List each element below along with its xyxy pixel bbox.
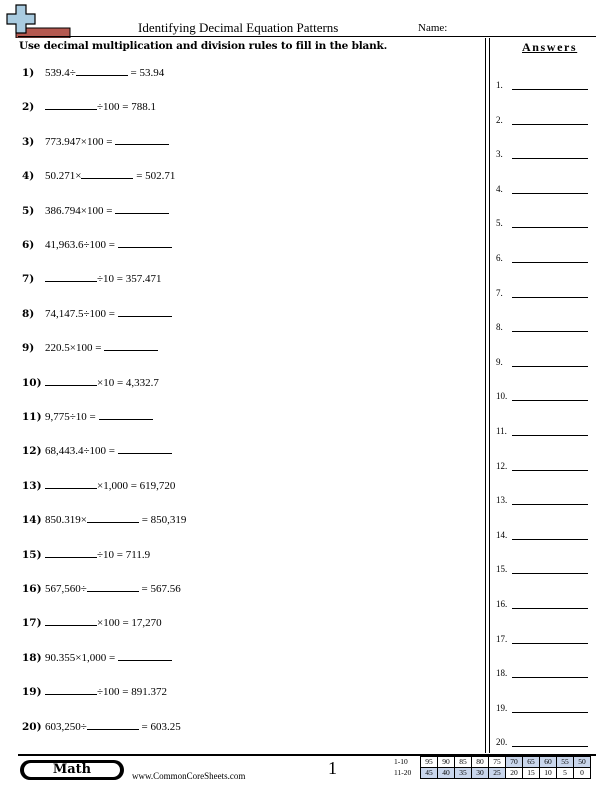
problem-number: 9) — [22, 342, 35, 355]
answer-line[interactable] — [512, 89, 588, 90]
score-cell: 20 — [506, 768, 523, 779]
score-cell: 55 — [557, 757, 574, 768]
problem-text: 603,250÷ — [45, 720, 87, 733]
math-badge — [20, 760, 124, 780]
problem-number: 2) — [22, 101, 35, 114]
answer-blank[interactable] — [118, 650, 172, 661]
answer-line[interactable] — [512, 435, 588, 436]
answer-blank[interactable] — [45, 99, 97, 110]
answer-blank[interactable] — [81, 168, 133, 179]
answer-label: 8. — [496, 322, 503, 333]
score-cell: 80 — [472, 757, 489, 768]
answer-label: 20. — [496, 737, 508, 748]
score-range-label: 11-20 — [394, 768, 412, 777]
answer-blank[interactable] — [45, 375, 97, 386]
problem-row — [22, 581, 181, 597]
problem-row — [22, 203, 169, 219]
answer-line[interactable] — [512, 158, 588, 159]
answer-line[interactable] — [512, 504, 588, 505]
answer-blank[interactable] — [118, 443, 172, 454]
problem-number: 4) — [22, 170, 35, 183]
problem-text: 9,775÷10 = — [45, 411, 99, 423]
problem-number: 19) — [22, 686, 42, 699]
score-cell: 65 — [523, 757, 540, 768]
answer-line[interactable] — [512, 331, 588, 332]
answer-label: 11. — [496, 426, 507, 436]
score-cell: 60 — [540, 757, 557, 768]
problem-text: = 53.94 — [127, 67, 165, 79]
problem-row — [22, 409, 153, 425]
answer-blank[interactable] — [45, 478, 97, 489]
problem-number: 8) — [22, 307, 35, 320]
problem-row — [22, 615, 162, 631]
page-title: Identifying Decimal Equation Patterns — [138, 20, 339, 35]
score-cell: 5 — [557, 768, 574, 779]
page-number: 1 — [328, 758, 337, 778]
answers-title: Answers — [522, 40, 578, 54]
problem-number: 11) — [22, 411, 42, 423]
answer-line[interactable] — [512, 677, 588, 678]
problem-number: 7) — [22, 273, 35, 286]
problem-text: 220.5×100 = — [45, 342, 105, 355]
answer-blank[interactable] — [118, 306, 172, 317]
answer-blank[interactable] — [118, 237, 172, 248]
problem-row — [22, 684, 167, 700]
answer-label: 19. — [496, 702, 508, 713]
score-cell: 30 — [472, 768, 489, 779]
answer-line[interactable] — [512, 400, 588, 401]
answer-blank[interactable] — [76, 65, 128, 76]
score-cell: 15 — [523, 768, 540, 779]
score-cell: 35 — [455, 768, 472, 779]
answer-blank[interactable] — [87, 719, 139, 730]
answer-line[interactable] — [512, 608, 588, 609]
problem-row — [22, 237, 172, 253]
problem-row — [22, 168, 175, 184]
answer-label: 2. — [496, 114, 503, 125]
problem-text: 90.355×1,000 = — [45, 651, 118, 664]
problem-number: 3) — [22, 135, 35, 148]
problem-row — [22, 719, 181, 735]
answer-label: 18. — [496, 668, 508, 679]
problem-row — [22, 271, 162, 287]
name-label: Name: — [418, 22, 448, 34]
answer-label: 9. — [496, 356, 503, 367]
answer-label: 7. — [496, 287, 503, 298]
header-divider — [18, 36, 596, 37]
problem-text: ÷10 = 357.471 — [97, 273, 162, 286]
answer-line[interactable] — [512, 193, 588, 194]
problem-text: ×100 = 17,270 — [97, 617, 162, 630]
answer-label: 5. — [496, 218, 503, 229]
problem-number: 6) — [22, 239, 35, 251]
problem-text: 567,560÷ — [45, 583, 87, 595]
problem-number: 12) — [22, 445, 42, 458]
answer-blank[interactable] — [45, 547, 97, 558]
answer-blank[interactable] — [45, 271, 97, 282]
score-cell: 85 — [455, 757, 472, 768]
answer-label: 4. — [496, 183, 503, 194]
score-table — [394, 756, 591, 779]
answer-label: 6. — [496, 253, 503, 263]
score-row — [394, 757, 591, 768]
problem-text: = 850,319 — [138, 514, 187, 527]
problem-row — [22, 478, 175, 494]
answer-line[interactable] — [512, 746, 588, 747]
problem-row — [22, 650, 172, 666]
answer-line[interactable] — [512, 297, 588, 298]
answer-line[interactable] — [512, 470, 588, 471]
problem-row — [22, 134, 169, 150]
problem-text: = 502.71 — [133, 170, 176, 183]
problem-text: ÷10 = 711.9 — [97, 548, 151, 561]
answer-label: 12. — [496, 460, 508, 471]
score-cell: 70 — [506, 757, 523, 768]
problem-text: ÷100 = 891.372 — [97, 686, 167, 699]
score-cell: 0 — [574, 768, 591, 779]
answer-line[interactable] — [512, 539, 588, 540]
answer-label: 3. — [496, 149, 503, 160]
answer-line[interactable] — [512, 712, 588, 713]
problem-row — [22, 65, 164, 81]
answer-blank[interactable] — [87, 512, 139, 523]
website-link[interactable]: www.CommonCoreSheets.com — [132, 771, 246, 781]
problem-number: 17) — [22, 617, 42, 630]
answer-blank[interactable] — [45, 615, 97, 626]
answer-line[interactable] — [512, 366, 588, 367]
score-range-label: 1-10 — [394, 757, 408, 766]
answer-blank[interactable] — [87, 581, 139, 592]
problem-number: 5) — [22, 204, 35, 217]
problem-text: 41,963.6÷100 = — [45, 239, 118, 251]
answer-label: 1. — [496, 80, 503, 90]
score-cell: 25 — [489, 768, 506, 779]
problem-number: 13) — [22, 479, 42, 492]
problem-text: 74,147.5÷100 = — [45, 307, 118, 320]
problem-number: 18) — [22, 651, 42, 664]
answers-divider — [485, 38, 486, 753]
problem-row — [22, 340, 158, 356]
problem-text: 68,443.4÷100 = — [45, 445, 118, 458]
problem-row — [22, 99, 156, 115]
problem-text: = 603.25 — [138, 720, 181, 733]
problem-text: 386.794×100 = — [45, 204, 116, 217]
score-row — [394, 768, 591, 779]
problem-number: 14) — [22, 514, 42, 527]
problem-row — [22, 443, 172, 459]
answer-label: 15. — [496, 564, 508, 575]
score-cell: 90 — [438, 757, 455, 768]
problem-text: ×10 = 4,332.7 — [97, 376, 159, 389]
problem-number: 16) — [22, 583, 42, 595]
answer-blank[interactable] — [99, 409, 153, 420]
answer-line[interactable] — [512, 227, 588, 228]
score-cell: 10 — [540, 768, 557, 779]
answer-line[interactable] — [512, 573, 588, 574]
problem-text: 539.4÷ — [45, 67, 76, 79]
answer-blank[interactable] — [115, 134, 169, 145]
answer-blank[interactable] — [115, 203, 169, 214]
answer-label: 10. — [496, 391, 508, 402]
answer-line[interactable] — [512, 643, 588, 644]
score-cell: 40 — [438, 768, 455, 779]
answer-label: 13. — [496, 495, 508, 506]
answer-blank[interactable] — [45, 684, 97, 695]
problem-text: 773.947×100 = — [45, 135, 116, 148]
problem-row — [22, 375, 159, 391]
problem-text: ÷100 = 788.1 — [97, 101, 156, 114]
problem-text: 850.319× — [45, 514, 87, 527]
problem-text: = 567.56 — [138, 583, 181, 595]
problem-number: 20) — [22, 720, 42, 733]
answer-label: 14. — [496, 529, 508, 540]
problem-row — [22, 306, 172, 322]
answer-line[interactable] — [512, 262, 588, 263]
score-cell: 95 — [421, 757, 438, 768]
math-badge-label: Math — [24, 763, 120, 777]
problem-row — [22, 512, 186, 528]
problem-text: ×1,000 = 619,720 — [97, 479, 176, 492]
score-cell: 75 — [489, 757, 506, 768]
answer-blank[interactable] — [104, 340, 158, 351]
answer-label: 17. — [496, 633, 508, 644]
score-cell: 45 — [421, 768, 438, 779]
problem-text: 50.271× — [45, 170, 82, 183]
answer-label: 16. — [496, 599, 508, 609]
answers-divider — [489, 38, 490, 753]
problem-number: 10) — [22, 376, 42, 389]
answer-line[interactable] — [512, 124, 588, 125]
problem-row — [22, 547, 150, 563]
problem-number: 1) — [22, 67, 35, 79]
instructions: Use decimal multiplication and division rules to fill in the blank. — [19, 40, 388, 52]
score-cell: 50 — [574, 757, 591, 768]
plus-logo-icon — [2, 2, 72, 38]
problem-number: 15) — [22, 548, 42, 561]
